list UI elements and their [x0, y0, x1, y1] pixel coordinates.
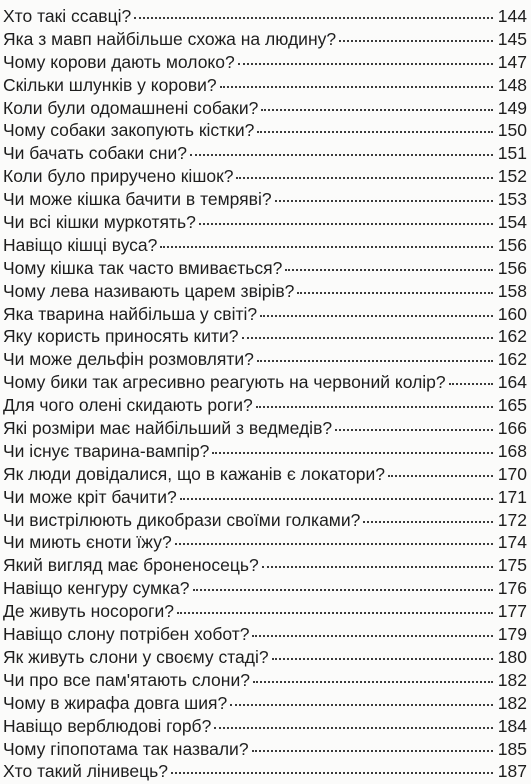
- toc-entry-page-number: 182: [497, 669, 527, 690]
- toc-entry-page-number: 154: [497, 212, 527, 233]
- dot-leader: [275, 200, 493, 202]
- toc-entry-page-number: 160: [497, 303, 527, 324]
- toc-entry-page-number: 164: [497, 372, 527, 393]
- toc-entry: [3, 441, 527, 464]
- toc-entry: [3, 326, 527, 349]
- toc-entry-page-number: 153: [497, 189, 527, 210]
- toc-entry-title: Чи про все пам'ятають слони?: [3, 669, 250, 690]
- toc-entry-page-number: 171: [497, 486, 527, 507]
- toc-entry: [3, 372, 527, 395]
- dot-leader: [180, 498, 493, 500]
- toc-entry-page-number: 184: [497, 715, 527, 736]
- toc-entry: [3, 304, 527, 327]
- toc-entry-title: Яка з мавп найбільше схожа на людину?: [3, 28, 337, 49]
- toc-entry: [3, 281, 527, 304]
- toc-entry: [3, 761, 527, 784]
- toc-entry: [3, 189, 527, 212]
- toc-entry-title: Чому лева називають царем звірів?: [3, 280, 295, 301]
- toc-entry: [3, 258, 527, 281]
- toc-entry-page-number: 150: [497, 120, 527, 141]
- toc-entry-title: Чому собаки закопують кістки?: [3, 120, 255, 141]
- dot-leader: [262, 566, 493, 568]
- toc-entry-title: Яку користь приносять кити?: [3, 326, 239, 347]
- toc-entry-page-number: 175: [497, 555, 527, 576]
- table-of-contents: [3, 6, 527, 784]
- toc-entry-title: Чи всі кішки муркотять?: [3, 212, 196, 233]
- toc-entry-page-number: 170: [497, 463, 527, 484]
- toc-entry-title: Чому в жирафа довга шия?: [3, 692, 228, 713]
- toc-entry: [3, 6, 527, 29]
- dot-leader: [190, 154, 493, 156]
- dot-leader: [297, 292, 493, 294]
- dot-leader: [363, 521, 493, 523]
- toc-entry-page-number: 179: [497, 624, 527, 645]
- dot-leader: [272, 658, 493, 660]
- toc-entry-page-number: 156: [497, 234, 527, 255]
- dot-leader: [134, 17, 493, 19]
- toc-entry: [3, 739, 527, 762]
- toc-entry-title: Коли було приручено кішок?: [3, 166, 234, 187]
- dot-leader: [242, 337, 494, 339]
- toc-entry-page-number: 162: [497, 349, 527, 370]
- toc-entry-page-number: 151: [497, 143, 527, 164]
- toc-entry-title: Чи може кішка бачити в темряві?: [3, 189, 272, 210]
- toc-entry: [3, 143, 527, 166]
- dot-leader: [193, 589, 493, 591]
- toc-entry-page-number: 166: [497, 418, 527, 439]
- dot-leader: [236, 177, 493, 179]
- toc-entry: [3, 624, 527, 647]
- toc-entry: [3, 647, 527, 670]
- toc-entry-title: Чи може кріт бачити?: [3, 486, 177, 507]
- toc-entry-title: Чи бачать собаки сни?: [3, 143, 187, 164]
- dot-leader: [238, 63, 493, 65]
- toc-entry: [3, 693, 527, 716]
- toc-entry-title: Який вигляд має броненосець?: [3, 555, 259, 576]
- toc-entry-page-number: 162: [497, 326, 527, 347]
- dot-leader: [160, 246, 493, 248]
- toc-entry-page-number: 168: [497, 440, 527, 461]
- toc-entry-title: Скільки шлунків у корови?: [3, 74, 217, 95]
- toc-entry-title: Навіщо кішці вуса?: [3, 234, 158, 255]
- toc-entry: [3, 120, 527, 143]
- dot-leader: [388, 475, 493, 477]
- toc-entry: [3, 52, 527, 75]
- toc-entry: [3, 716, 527, 739]
- dot-leader: [261, 109, 493, 111]
- dot-leader: [177, 612, 493, 614]
- toc-entry: [3, 212, 527, 235]
- dot-leader: [260, 315, 493, 317]
- toc-entry-title: Яка тварина найбільша у світі?: [3, 303, 258, 324]
- toc-entry-page-number: 148: [497, 74, 527, 95]
- toc-entry: [3, 235, 527, 258]
- toc-entry-title: Де живуть носороги?: [3, 601, 175, 622]
- dot-leader: [252, 750, 493, 752]
- toc-entry-title: Навіщо кенгуру сумка?: [3, 578, 190, 599]
- dot-leader: [257, 131, 493, 133]
- dot-leader: [256, 406, 493, 408]
- toc-entry: [3, 166, 527, 189]
- toc-entry: [3, 670, 527, 693]
- toc-entry-page-number: 147: [497, 51, 527, 72]
- toc-entry: [3, 532, 527, 555]
- toc-entry: [3, 418, 527, 441]
- toc-entry-title: Чи існує тварина-вампір?: [3, 440, 210, 461]
- toc-entry: [3, 395, 527, 418]
- dot-leader: [285, 269, 493, 271]
- toc-entry-title: Навіщо верблюдові горб?: [3, 715, 212, 736]
- toc-entry: [3, 75, 527, 98]
- toc-entry-title: Як живуть слони у своєму стаді?: [3, 646, 269, 667]
- dot-leader: [199, 223, 493, 225]
- toc-entry-page-number: 182: [497, 692, 527, 713]
- dot-leader: [214, 727, 493, 729]
- dot-leader: [230, 704, 493, 706]
- dot-leader: [175, 543, 493, 545]
- toc-entry: [3, 510, 527, 533]
- toc-entry: [3, 578, 527, 601]
- toc-entry-page-number: 174: [497, 532, 527, 553]
- dot-leader: [220, 86, 493, 88]
- toc-entry-page-number: 180: [497, 646, 527, 667]
- toc-entry-title: Хто такий лінивець?: [3, 761, 168, 782]
- dot-leader: [252, 635, 493, 637]
- toc-entry: [3, 487, 527, 510]
- toc-entry-page-number: 185: [497, 738, 527, 759]
- toc-entry: [3, 601, 527, 624]
- toc-entry-title: Чому гіпопотама так назвали?: [3, 738, 249, 759]
- toc-entry-title: Як люди довідалися, що в кажанів є локатори?: [3, 463, 385, 484]
- toc-entry: [3, 555, 527, 578]
- toc-entry-title: Чи може дельфін розмовляти?: [3, 349, 254, 370]
- dot-leader: [212, 452, 493, 454]
- toc-entry-title: Коли були одомашнені собаки?: [3, 97, 259, 118]
- toc-entry-page-number: 165: [497, 395, 527, 416]
- toc-entry-page-number: 144: [497, 6, 527, 26]
- toc-entry-page-number: 172: [497, 509, 527, 530]
- toc-entry-page-number: 149: [497, 97, 527, 118]
- toc-entry-title: Чому кішка так часто вмивається?: [3, 257, 283, 278]
- toc-entry: [3, 464, 527, 487]
- toc-entry-title: Чому корови дають молоко?: [3, 51, 235, 72]
- toc-entry-title: Чи миють єноти їжу?: [3, 532, 172, 553]
- toc-entry-title: Хто такі ссавці?: [3, 6, 132, 26]
- dot-leader: [253, 681, 493, 683]
- toc-entry-title: Навіщо слону потрібен хобот?: [3, 624, 250, 645]
- toc-entry-title: Які розміри має найбільший з ведмедів?: [3, 418, 333, 439]
- dot-leader: [335, 429, 493, 431]
- toc-entry-page-number: 156: [497, 257, 527, 278]
- toc-entry-page-number: 145: [497, 28, 527, 49]
- toc-entry-page-number: 176: [497, 578, 527, 599]
- dot-leader: [339, 40, 493, 42]
- toc-entry: [3, 29, 527, 52]
- dot-leader: [449, 383, 493, 385]
- toc-entry-title: Чи вистрілюють дикобрази своїми голками?: [3, 509, 361, 530]
- dot-leader: [171, 772, 493, 774]
- toc-entry: [3, 349, 527, 372]
- toc-entry-page-number: 152: [497, 166, 527, 187]
- toc-entry-page-number: 177: [497, 601, 527, 622]
- toc-entry-title: Чому бики так агресивно реагують на червоний колір?: [3, 372, 446, 393]
- toc-entry-title: Для чого олені скидають роги?: [3, 395, 253, 416]
- toc-entry-page-number: 187: [497, 761, 527, 782]
- toc-entry: [3, 98, 527, 121]
- dot-leader: [257, 360, 493, 362]
- toc-entry-page-number: 158: [497, 280, 527, 301]
